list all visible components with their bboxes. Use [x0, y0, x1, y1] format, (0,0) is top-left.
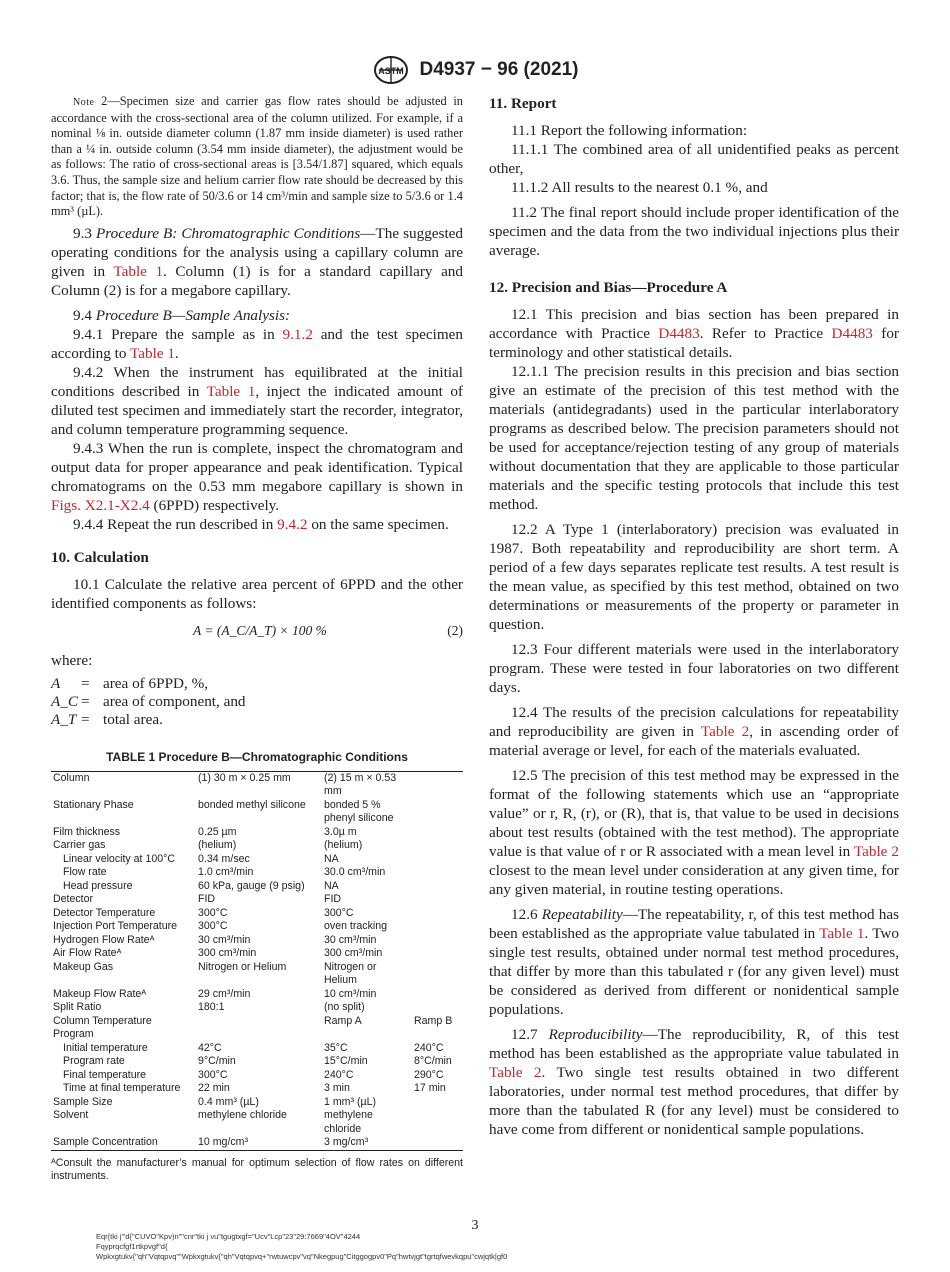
page-number: 3: [471, 1218, 479, 1233]
section-9-4: [51, 306, 463, 325]
table-cell: 30.0 cm³/min: [324, 866, 386, 879]
table-cell: 8°C/min: [414, 1055, 452, 1068]
section-12-7: [489, 1025, 899, 1139]
table-cell: [412, 1096, 463, 1110]
table-cell: NA: [324, 852, 339, 865]
note-label: Note: [73, 97, 95, 108]
table-cell: Head pressure: [63, 879, 133, 892]
table-cell: 10 mg/cm³: [196, 1136, 322, 1150]
section-12-1: [489, 305, 899, 362]
table-row: [51, 866, 463, 880]
table-2-link[interactable]: Table 2: [700, 723, 750, 740]
text: and the test specimen according to: [51, 325, 463, 362]
table-cell: Hydrogen Flow Rateᴬ: [53, 933, 155, 946]
table-cell: 300°C: [324, 906, 354, 919]
table-cell: 42°C: [198, 1041, 222, 1054]
equals-sign: =: [81, 710, 90, 728]
text: —The repeatability, r, of this test method has been established as the appropriate value tabulated in: [489, 906, 899, 942]
table-row: [51, 988, 463, 1002]
table-cell: 29 cm³/min: [198, 987, 251, 1000]
section-9-4-3: [51, 439, 463, 515]
table-cell: [412, 961, 463, 988]
table-1-caption: TABLE 1 Procedure B—Chromatographic Conditions: [106, 749, 408, 764]
table-cell: [412, 947, 463, 961]
text: 9.4.1 Prepare the sample as in: [73, 325, 283, 343]
table-row: [51, 934, 463, 948]
table-cell: Sample Size: [53, 1095, 113, 1108]
equation-2: [51, 619, 463, 641]
page-header: [0, 55, 950, 85]
astm-logo-icon: [372, 55, 410, 85]
footer-line: Fqyprqcfgf1rtkpvgf"d{: [96, 1242, 168, 1251]
table-row: [51, 880, 463, 894]
table-1-link[interactable]: Table 1: [113, 262, 164, 280]
definition-symbol: A: [51, 674, 61, 692]
table-row: [51, 893, 463, 907]
text: . Two single test results obtained in two different laboratories, under normal test method procedures, that differ by more than the tabulated R (for any level) must be considered to have come from different or nonidentical sample populations.: [489, 1064, 899, 1138]
table-cell: Carrier gas: [53, 839, 106, 852]
table-cell: [196, 1015, 322, 1042]
footer-line: Wpkxgtukv{"qh"Vqtqpvq""Wpkxgtukv{"qh"Vqtqpvq+"rwtuwcpv"vq"Nkegpug"Citggogpv0"Pq"hwtvjgt"tgrtqfwevkqpu"cwjqtk|gf0: [96, 1252, 508, 1261]
table-row: [51, 1069, 463, 1083]
table-2-link[interactable]: Table 2: [489, 1064, 542, 1081]
text: (6PPD) respectively.: [149, 496, 280, 514]
table-cell: [412, 934, 463, 948]
text: 12.7: [511, 1026, 549, 1043]
table-cell: Linear velocity at 100°C: [63, 852, 175, 865]
table-row: [51, 1096, 463, 1110]
table-cell: Sample Concentration: [51, 1136, 196, 1150]
table-cell: Nitrogen or Helium: [198, 960, 287, 973]
table-cell: [412, 866, 463, 880]
table-row: [51, 1055, 463, 1069]
table-row: [51, 1015, 463, 1042]
table-cell: Detector: [53, 893, 94, 906]
table-row: [51, 853, 463, 867]
table-cell: 35°C: [324, 1041, 348, 1054]
text: on the same specimen.: [307, 515, 449, 533]
table-cell: [412, 839, 463, 853]
table-2-link[interactable]: Table 2: [853, 843, 899, 860]
subhead: Procedure B: Chromatographic Conditions: [96, 224, 361, 242]
section-9-4-2: [51, 363, 463, 439]
equals-sign: =: [81, 692, 90, 710]
definition-text: area of 6PPD, %,: [103, 674, 209, 692]
table-row: [51, 826, 463, 840]
table-1-link[interactable]: Table 1: [819, 925, 865, 942]
table-cell: [412, 880, 463, 894]
table-1-link[interactable]: Table 1: [206, 382, 256, 400]
subhead: Procedure B—Sample Analysis:: [95, 306, 291, 324]
table-cell: [412, 920, 463, 934]
table-cell: [412, 771, 463, 799]
text: . Two single test results, obtained under normal test method procedures, that differ by more than this tabulated r (for any given level) must be considered as derived from different or nonidentical sample populations.: [489, 925, 899, 1018]
table-cell: FID: [198, 893, 216, 906]
d4483-link[interactable]: D4483: [658, 325, 700, 342]
table-cell: Detector Temperature: [53, 906, 156, 919]
table-cell: (no split): [324, 1001, 365, 1014]
table-cell: NA: [324, 879, 339, 892]
table-cell: [412, 853, 463, 867]
text: 12.4 The results of the precision calculations for repeatability and reproducibility are given in: [489, 704, 899, 740]
table-cell: 1 mm³ (µL): [324, 1095, 377, 1108]
table-cell: 0.25 µm: [198, 825, 237, 838]
license-footer: [96, 1232, 507, 1262]
section-11-1: 11.1 Report the following information:: [511, 122, 748, 139]
table-cell: 240°C: [414, 1041, 444, 1054]
table-cell: (helium): [198, 839, 237, 852]
equation-text: A = (A_C/A_T) × 100 %: [193, 622, 327, 638]
section-12-6: [489, 905, 899, 1019]
table-cell: Ramp A: [324, 1014, 362, 1027]
right-column: [489, 94, 899, 1145]
table-cell: [412, 1001, 463, 1015]
note-text: 2—Specimen size and carrier gas flow rates should be adjusted in accordance with the cross-sectional area of the column utilized. For example, if a nominal ⅛ in. outside diameter column (1.87 mm inside diameter) is used rather than a ¼ in. outside column (3.54 mm inside diameter), the adjustment would be as follows: The ratio of cross-sectional areas is [3.54/1.87] squared, which equals 3.6. Thus, the sample size and helium carrier flow rate should be decreased by this factor; that is, the flow rate of 50/3.6 or 14 cm³/min and sample size to 5/3.6 or 1.4 mm³ (µL).: [51, 94, 463, 219]
table-cell: 10 cm³/min: [324, 987, 377, 1000]
figures-link[interactable]: Figs. X2.1-X2.4: [51, 496, 150, 514]
table-cell: Nitrogen or Helium: [324, 960, 377, 987]
table-cell: 0.34 m/sec: [198, 852, 250, 865]
text: 9.3: [73, 224, 96, 242]
definition-item: [51, 674, 463, 692]
text: 9.4.4 Repeat the run described in: [73, 515, 278, 533]
table-cell: 0.4 mm³ (µL): [198, 1095, 259, 1108]
text: , inject the indicated amount of diluted test specimen and immediately start the recorder, integrator, and column temperature programming sequence.: [51, 382, 463, 438]
equation-number: (2): [447, 622, 463, 638]
table-cell: 3.0µ m: [324, 825, 357, 838]
table-row: [51, 907, 463, 921]
table-cell: bonded 5 % phenyl silicone: [324, 798, 394, 825]
table-cell: Program rate: [63, 1055, 125, 1068]
text: . Refer to Practice: [699, 325, 832, 342]
table-cell: 17 min: [414, 1082, 446, 1095]
table-cell: (helium): [324, 839, 363, 852]
table-row: [51, 961, 463, 988]
table-cell: Air Flow Rateᴬ: [53, 947, 122, 960]
table-cell: FID: [324, 893, 342, 906]
text: 9.4: [73, 306, 96, 324]
table-cell: 300 cm³/min: [198, 947, 257, 960]
table-cell: 290°C: [414, 1068, 444, 1081]
table-cell: [412, 826, 463, 840]
table-row: [51, 1082, 463, 1096]
definitions-list: [51, 674, 463, 728]
table-cell: [412, 907, 463, 921]
table-cell: 22 min: [198, 1082, 230, 1095]
definition-text: area of component, and: [103, 692, 246, 710]
table-cell: Split Ratio: [53, 1001, 102, 1014]
definition-item: [51, 692, 463, 710]
table-1-footnote: ᴬConsult the manufacturer’s manual for optimum selection of flow rates on different instruments.: [51, 1156, 463, 1183]
footer-line: Eqr{tki j”'d{"CUVO"Kpv)n""cnr"tki j vu"tgugtxgf="Ucv"Lcp"23"29​:76​69"​4OV"4244: [96, 1232, 361, 1241]
table-cell: Makeup Flow Rateᴬ: [53, 987, 147, 1000]
text: . Column (1) is for a standard capillary and Column (2) is for a megabore capillary.: [51, 262, 463, 299]
table-cell: 300°C: [198, 1068, 228, 1081]
table-cell: methylene chloride: [324, 1109, 373, 1135]
table-cell: 30 cm³/min: [324, 933, 377, 946]
section-11-2: 11.2 The final report should include proper identification of the specimen and the data from the two individual injections plus their average.: [489, 204, 899, 259]
heading-precision-bias: 12. Precision and Bias—Procedure A: [489, 279, 728, 296]
table-cell: (1) 30 m × 0.25 mm: [196, 771, 322, 799]
table-cell: 9°C/min: [198, 1055, 236, 1068]
table-row: [51, 1109, 463, 1136]
subhead: Reproducibility: [548, 1026, 643, 1043]
table-cell: Column: [51, 771, 196, 799]
text: —The suggested operating conditions for the analysis using a capillary column are given in: [51, 224, 464, 280]
table-cell: 3 min: [324, 1082, 350, 1095]
definition-item: [51, 710, 463, 728]
table-row: [51, 1001, 463, 1015]
text: , in ascending order of material average or level, for each of the materials evaluated.: [489, 723, 899, 759]
table-cell: Initial temperature: [63, 1041, 148, 1054]
table-cell: 3 mg/cm³: [322, 1136, 412, 1150]
text: 12.6: [511, 906, 542, 923]
section-9-4-4: [51, 515, 463, 534]
table-cell: Column Temperature Program: [53, 1014, 152, 1041]
table-cell: [412, 799, 463, 826]
table-cell: [412, 1109, 463, 1136]
section-9-1-2-link[interactable]: 9.1.2: [282, 325, 313, 343]
table-cell: 30 cm³/min: [198, 933, 251, 946]
table-cell: [412, 988, 463, 1002]
heading-calculation: 10. Calculation: [51, 548, 149, 566]
subhead: Repeatability: [541, 906, 623, 923]
note-2: [51, 94, 463, 220]
table-cell: 300°C: [198, 906, 228, 919]
section-9-4-2-link[interactable]: 9.4.2: [277, 515, 308, 533]
table-cell: Stationary Phase: [53, 798, 134, 811]
d4483-link[interactable]: D4483: [831, 325, 873, 342]
table-cell: Film thickness: [53, 825, 121, 838]
section-11-1-1: 11.1.1 The combined area of all unidentified peaks as percent other,: [489, 141, 899, 177]
table-row: [51, 771, 463, 799]
section-9-3: [51, 224, 463, 300]
text: —The reproducibility, R, of this test method has been established as the appropriate value tabulated in: [489, 1026, 900, 1062]
table-cell: 60 kPa, gauge (9 psig): [198, 879, 305, 892]
table-cell: 15°C/min: [324, 1055, 368, 1068]
definition-symbol: A_C: [51, 692, 79, 710]
table-cell: 300°C: [198, 920, 228, 933]
table-1: [51, 771, 463, 1151]
table-row: [51, 799, 463, 826]
equals-sign: =: [81, 674, 90, 692]
section-12-4: [489, 703, 899, 760]
text: 9.4.2 When the instrument has equilibrated at the initial conditions described in: [51, 363, 463, 400]
table-row: [51, 839, 463, 853]
section-12-5: [489, 766, 899, 899]
table-cell: 300 cm³/min: [324, 947, 383, 960]
text: closest to the mean level under consideration at any given time, for any given material, in routine testing operations.: [489, 862, 899, 898]
table-row: [51, 947, 463, 961]
table-row: [51, 1042, 463, 1056]
heading-report: 11. Report: [489, 95, 557, 112]
definition-symbol: A_T: [51, 710, 77, 728]
definition-text: total area.: [103, 710, 163, 728]
where-label: where:: [51, 651, 93, 669]
table-1-link[interactable]: Table 1: [130, 344, 175, 362]
table-cell: Final temperature: [63, 1068, 147, 1081]
table-cell: Makeup Gas: [53, 960, 114, 973]
table-cell: Ramp B: [414, 1014, 453, 1027]
text: 9.4.3 When the run is complete, inspect the chromatogram and output data for proper appearance and peak identification. Typical chromatograms on the 0.53 mm megabore capillary is shown in: [51, 439, 463, 495]
section-11-1-2: 11.1.2 All results to the nearest 0.1 %, and: [511, 179, 768, 196]
table-cell: bonded methyl silicone: [198, 798, 306, 811]
text: 12.5 The precision of this test method may be expressed in the format of the following statements which use an “appropriate value” or r, R, (r), or (R), that is, that value to be used in decisions about test results (obtained with the test method). The appropriate value is that value of r or R associated with a mean level in: [489, 767, 899, 860]
table-cell: 180:1: [198, 1001, 225, 1014]
section-12-2: 12.2 A Type 1 (interlaboratory) precision was evaluated in 1987. Both repeatability and reproducibility are short term. A period of a few days separates replicate test results. A test result is the mean value, as specified by this test method, obtained on two determinations or measurements of the property or parameter in question.: [489, 521, 899, 633]
table-cell: (2) 15 m × 0.53 mm: [322, 771, 412, 799]
table-row: [51, 920, 463, 934]
section-12-3: 12.3 Four different materials were used in the interlaboratory program. These were tested in four laboratories on two different days.: [489, 641, 899, 696]
section-10-1: 10.1 Calculate the relative area percent of 6PPD and the other identified components as follows:: [51, 575, 463, 612]
table-cell: Flow rate: [63, 866, 107, 879]
table-cell: 240°C: [324, 1068, 354, 1081]
text: for terminology and other statistical details.: [489, 325, 899, 361]
table-cell: Injection Port Temperature: [53, 920, 178, 933]
section-12-1-1: 12.1.1 The precision results in this precision and bias section give an estimate of the precision of this test method with the materials (antidegradants) used in the particular interlaboratory programs as described below. The precision parameters should not be used for acceptance/rejection testing of any group of materials without documentation that they are applicable to those particular materials and the specific testing protocols that include this test method.: [489, 363, 899, 513]
table-row: [51, 1136, 463, 1150]
table-cell: [412, 1136, 463, 1150]
table-cell: Solvent: [53, 1109, 89, 1122]
table-cell: 1.0 cm³/min: [198, 866, 254, 879]
svg-text:ASTM: ASTM: [377, 66, 404, 76]
table-cell: [412, 893, 463, 907]
table-cell: oven tracking: [324, 920, 388, 933]
table-cell: Time at final temperature: [63, 1082, 181, 1095]
text: .: [174, 344, 179, 362]
left-column: [51, 94, 463, 1184]
document-designation: D4937 − 96 (2021): [419, 59, 579, 80]
text: 12.1 This precision and bias section has been prepared in accordance with Practice: [489, 306, 899, 342]
section-9-4-1: [51, 325, 463, 363]
table-cell: methylene chloride: [198, 1109, 287, 1122]
